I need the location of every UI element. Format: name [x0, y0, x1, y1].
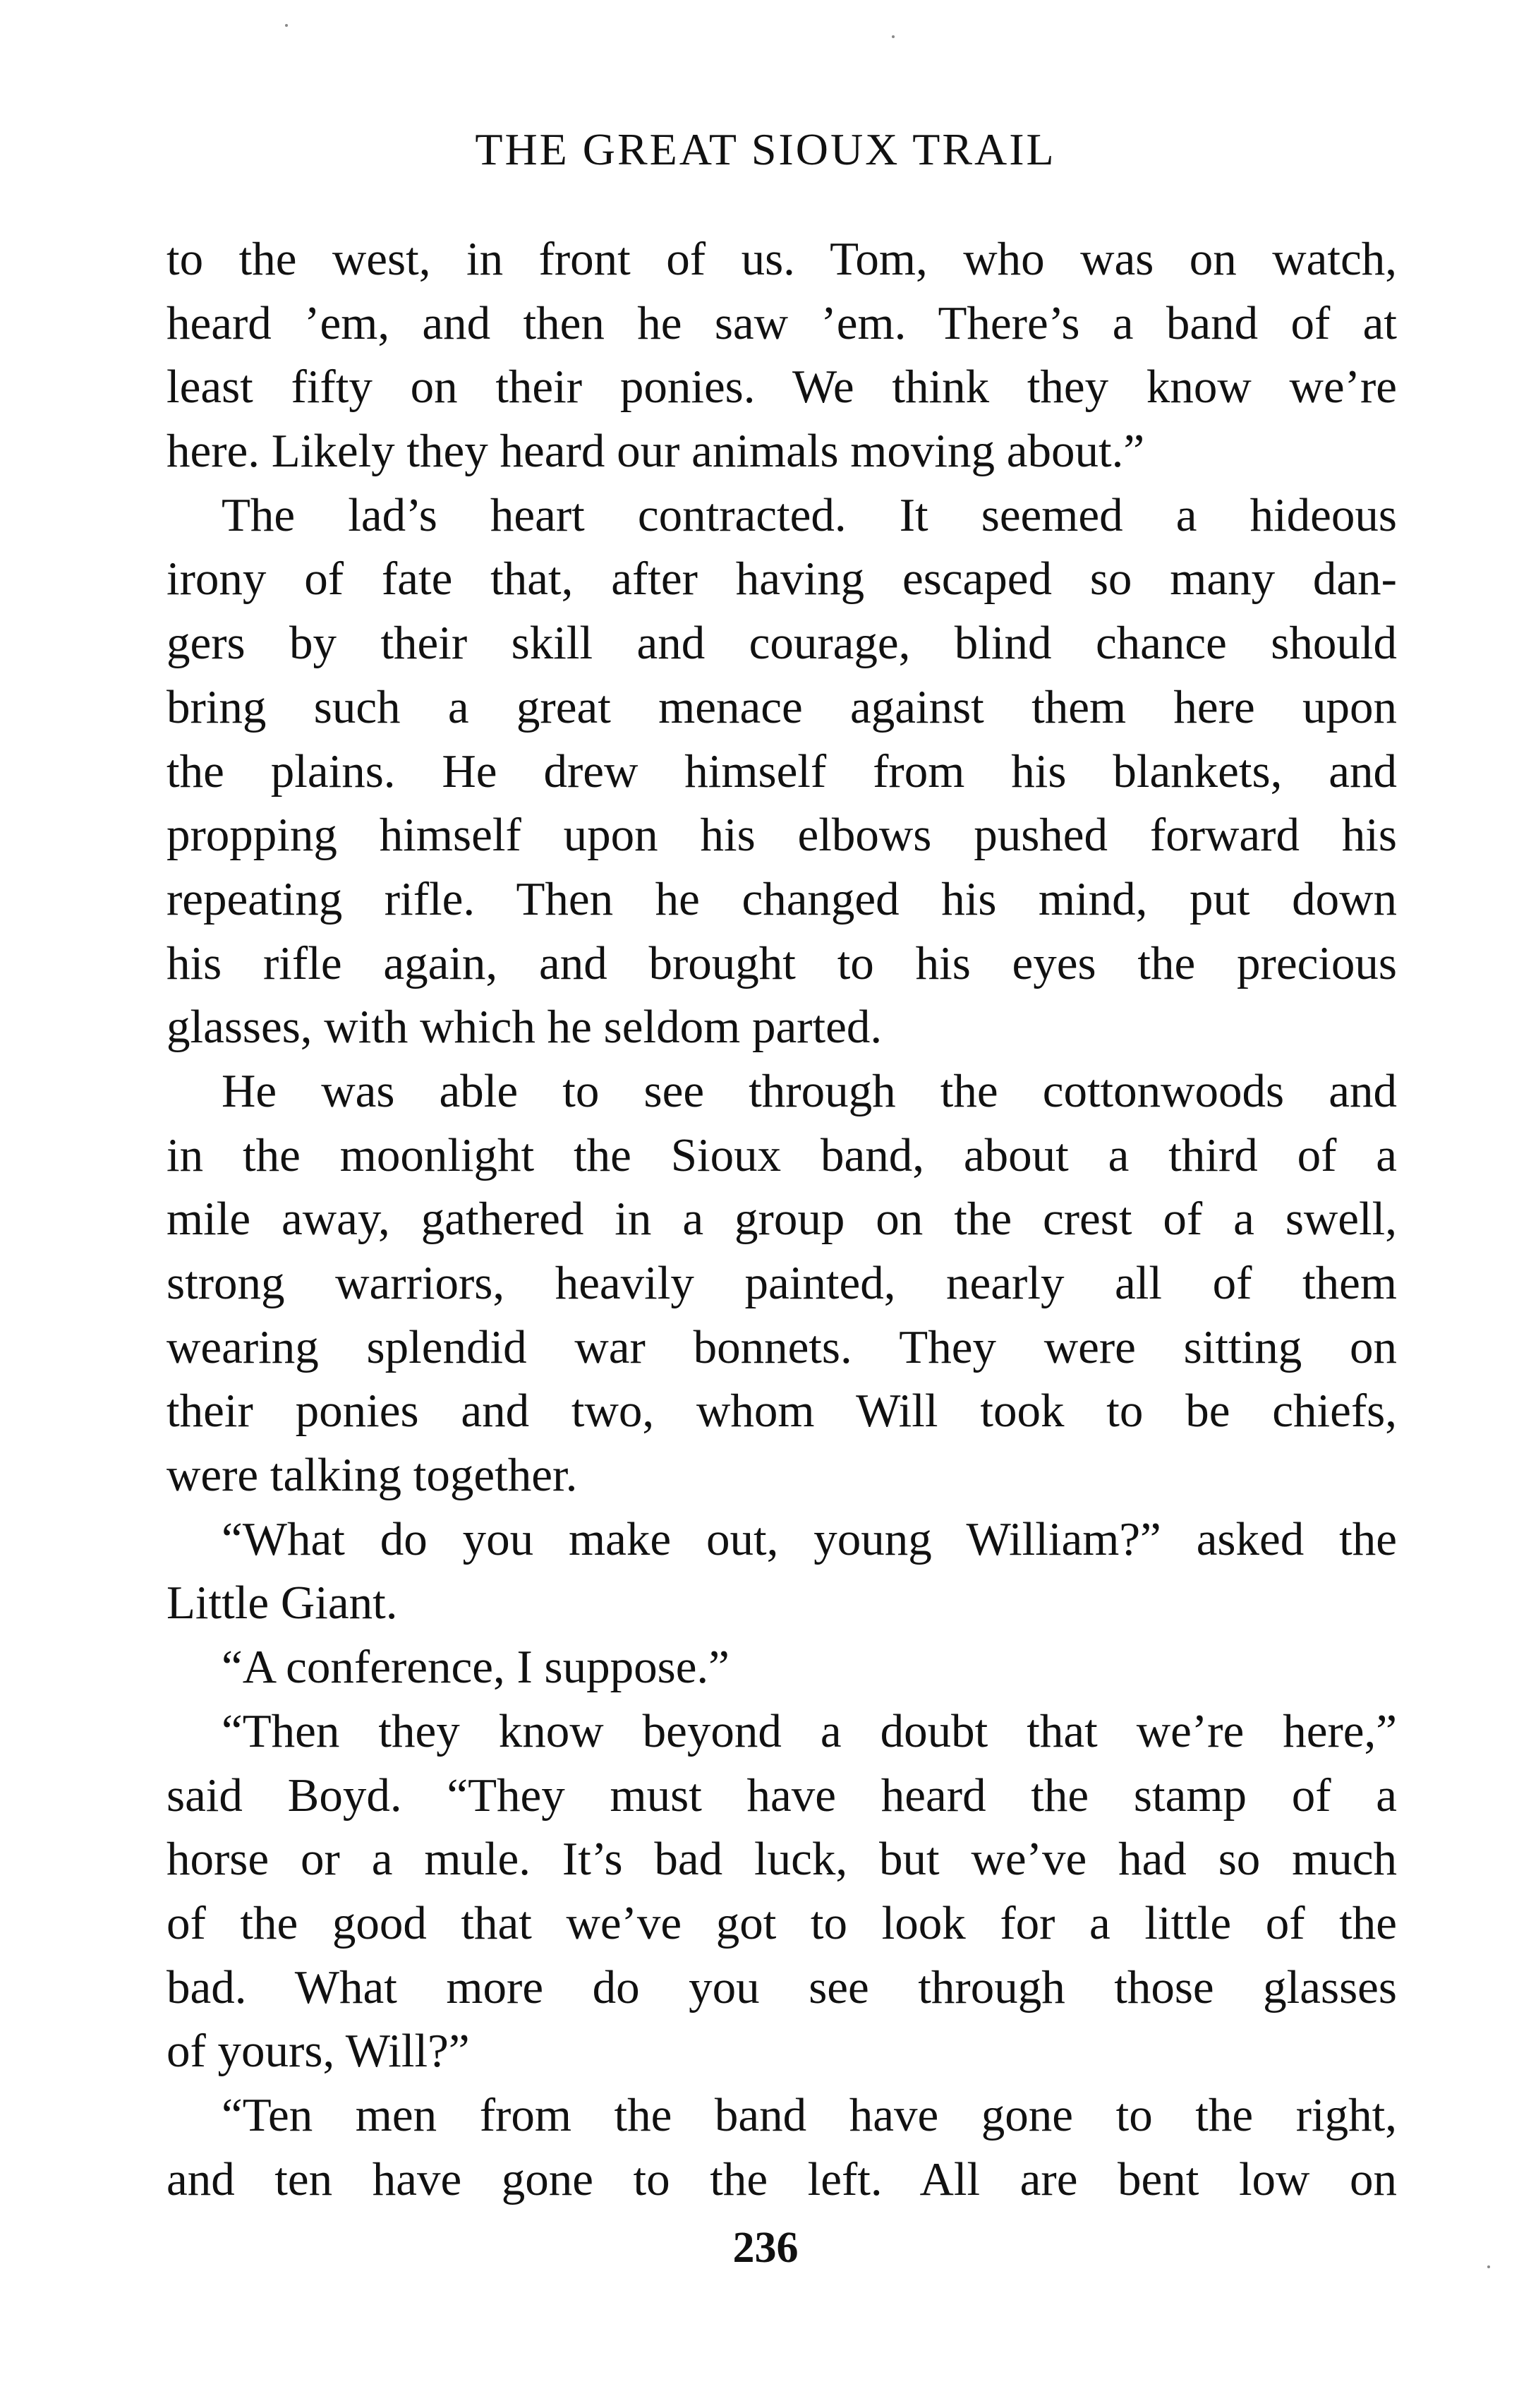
text-line: glasses, with which he seldom parted.: [167, 1001, 883, 1054]
text-line: Little Giant.: [167, 1577, 398, 1630]
text-line: irony of fate that, after having escaped so many dan-: [167, 553, 1397, 606]
text-line: bad. What more do you see through those glasses: [167, 1961, 1397, 2013]
text-line: propping himself upon his elbows pushed forward his: [167, 809, 1397, 862]
text-line: horse or a mule. It’s bad luck, but we’ve had so much: [167, 1833, 1397, 1886]
paragraph-first-line: The lad’s heart contracted. It seemed a hideous: [222, 488, 1397, 541]
paragraph-first-line: “What do you make out, young William?” asked the: [222, 1512, 1397, 1565]
text-line: his rifle again, and brought to his eyes the precious: [167, 937, 1397, 989]
text-line: heard ’em, and then he saw ’em. There’s a band of at: [167, 296, 1397, 349]
text-line: wearing splendid war bonnets. They were sitting on: [167, 1320, 1397, 1373]
paragraph-first-line: “Then they know beyond a doubt that we’re here,”: [222, 1704, 1397, 1757]
paper-speck: [285, 24, 288, 27]
paragraph-first-line: “Ten men from the band have gone to the right,: [222, 2088, 1397, 2141]
text-line: were talking together.: [167, 1449, 578, 1502]
text-line: here. Likely they heard our animals moving about.”: [167, 425, 1145, 478]
text-line: strong warriors, heavily painted, nearly all of them: [167, 1257, 1397, 1309]
body-text: [167, 227, 1397, 2211]
text-line: and ten have gone to the left. All are bent low on: [167, 2153, 1397, 2205]
text-line: bring such a great menace against them here upon: [167, 680, 1397, 733]
text-line: in the moonlight the Sioux band, about a third of a: [167, 1128, 1397, 1181]
running-head: THE GREAT SIOUX TRAIL: [475, 124, 1056, 174]
paragraph-first-line: He was able to see through the cottonwoods and: [222, 1064, 1397, 1117]
text-line: least fifty on their ponies. We think they know we’re: [167, 361, 1397, 414]
text-line: gers by their skill and courage, blind chance should: [167, 617, 1397, 670]
text-line: of yours, Will?”: [167, 2025, 470, 2078]
text-line: to the west, in front of us. Tom, who was on watch,: [167, 233, 1397, 285]
paragraph-first-line: “A conference, I suppose.”: [222, 1641, 730, 1694]
text-line: their ponies and two, whom Will took to be chiefs,: [167, 1385, 1397, 1438]
text-line: mile away, gathered in a group on the crest of a swell,: [167, 1193, 1397, 1246]
paper-speck: [1487, 2265, 1490, 2268]
text-line: of the good that we’ve got to look for a little of the: [167, 1896, 1397, 1949]
text-line: said Boyd. “They must have heard the stamp of a: [167, 1769, 1397, 1822]
text-line: the plains. He drew himself from his blankets, and: [167, 745, 1397, 797]
page-number: 236: [732, 2224, 799, 2272]
paper-speck: [892, 35, 895, 38]
text-line: repeating rifle. Then he changed his mind, put down: [167, 872, 1397, 925]
